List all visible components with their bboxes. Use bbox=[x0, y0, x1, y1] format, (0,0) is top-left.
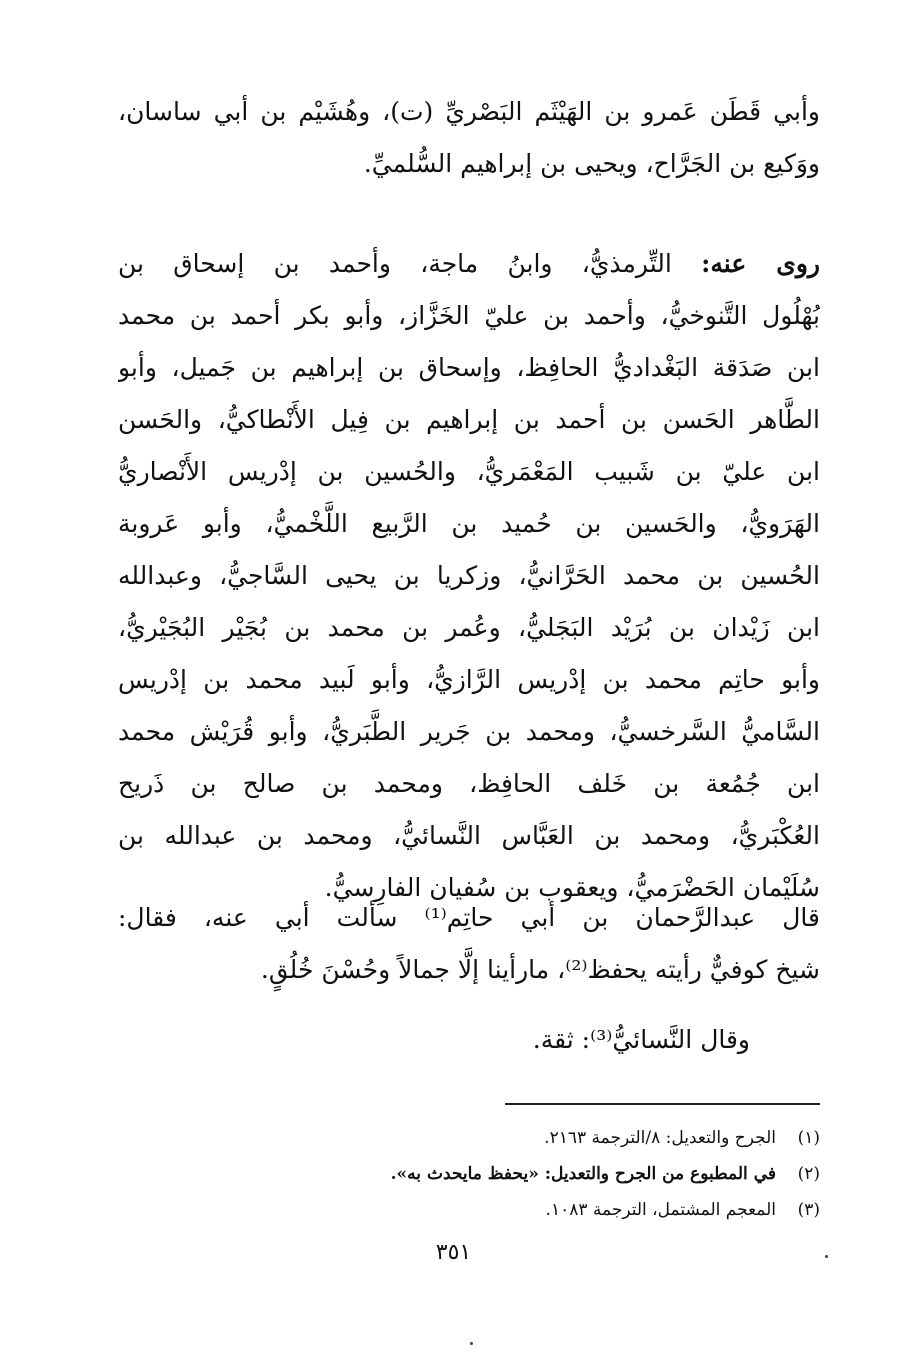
text-line: الطَّاهر الحَسن بن أحمد بن إبراهيم بن فِيل الأَنْطاكيُّ، والحَسن bbox=[118, 405, 820, 434]
text-line: ابن جُمُعة بن خَلف الحافِظ، ومحمد بن صالح بن ذَريح bbox=[118, 769, 820, 798]
text-line: ووَكيع بن الجَرَّاح، ويحيى بن إبراهيم السُّلميِّ. bbox=[363, 149, 820, 178]
paragraph-teachers-end bbox=[118, 86, 820, 190]
footnote-text: في المطبوع من الجرح والتعديل: «يحفظ مايحدث به». bbox=[390, 1164, 776, 1184]
footnote-text: المعجم المشتمل، الترجمة ١٠٨٣. bbox=[545, 1200, 776, 1220]
text-line-content: التِّرمذيُّ، وابنُ ماجة، وأحمد بن إسحاق بن bbox=[118, 249, 672, 278]
text-line: السَّاميُّ السَّرخسيُّ، ومحمد بن جَرير الطَّبَريُّ، وأبو قُرَيْش محمد bbox=[118, 717, 820, 746]
text-line: وقال النَّسائيُّ⁽³⁾: ثقة. bbox=[532, 1025, 750, 1054]
text-line: ابن زَيْدان بن بُرَيْد البَجَليُّ، وعُمر بن محمد بن بُجَيْر البُجَيْريُّ، bbox=[118, 613, 820, 642]
footnote-number: (٢) bbox=[797, 1164, 820, 1184]
footnote-item bbox=[300, 1156, 820, 1192]
footnote-number: (١) bbox=[797, 1128, 820, 1148]
footnote-item bbox=[300, 1120, 820, 1156]
narrated-from-label: روى عنه: bbox=[701, 249, 820, 278]
page-number: ٣٥١ bbox=[435, 1240, 472, 1265]
footnote-item bbox=[300, 1192, 820, 1228]
text-line: العُكْبَريُّ، ومحمد بن العَبَّاس النَّسائيُّ، ومحمد بن عبدالله بن bbox=[118, 821, 820, 850]
scan-speck bbox=[470, 1342, 473, 1345]
text-line: سُلَيْمان الحَضْرَميُّ، ويعقوب بن سُفيان الفارِسيُّ. bbox=[324, 873, 820, 902]
text-line: ابن عليّ بن شَبيب المَعْمَريُّ، والحُسين بن إدْريس الأَنْصاريُّ bbox=[118, 457, 820, 486]
text-line: شيخ كوفيٌّ رأيته يحفظ⁽²⁾، مارأينا إلَّا جمالاً وحُسْنَ خُلُقٍ. bbox=[260, 955, 820, 984]
paragraph-narrators bbox=[118, 238, 820, 914]
text-line: وأبو حاتِم محمد بن إدْريس الرَّازيُّ، وأبو لَبيد محمد بن إدْريس bbox=[118, 665, 820, 694]
footnotes bbox=[300, 1120, 820, 1228]
text-line: الهَرَويُّ، والحَسين بن حُميد بن الرَّبيع اللَّخْميُّ، وأبو عَروبة bbox=[118, 509, 820, 538]
text-line: ابن صَدَقة البَغْداديُّ الحافِظ، وإسحاق بن إبراهيم بن جَميل، وأبو bbox=[118, 353, 820, 382]
text-line: بُهْلُول التَّنوخيُّ، وأحمد بن عليّ الخَزَّاز، وأبو بكر أحمد بن محمد bbox=[118, 301, 820, 330]
text-line: قال عبدالرَّحمان بن أبي حاتِم⁽¹⁾ سألت أبي عنه، فقال: bbox=[118, 903, 820, 932]
footnote-number: (٣) bbox=[797, 1200, 820, 1220]
footnote-divider bbox=[505, 1103, 820, 1105]
paragraph-abu-hatim-quote bbox=[118, 892, 820, 996]
text-line: الحُسين بن محمد الحَرَّانيُّ، وزكريا بن يحيى السَّاجيُّ، وعبدالله bbox=[118, 561, 820, 590]
scan-speck bbox=[825, 1255, 828, 1258]
text-line-first bbox=[118, 238, 820, 290]
footnote-text: الجرح والتعديل: ٨/الترجمة ٢١٦٣. bbox=[544, 1128, 776, 1148]
text-line: وأبي قَطَن عَمرو بن الهَيْثَم البَصْريِّ (ت)، وهُشَيْم بن أبي ساسان، bbox=[118, 97, 820, 126]
paragraph-nasai-quote bbox=[118, 1014, 820, 1066]
